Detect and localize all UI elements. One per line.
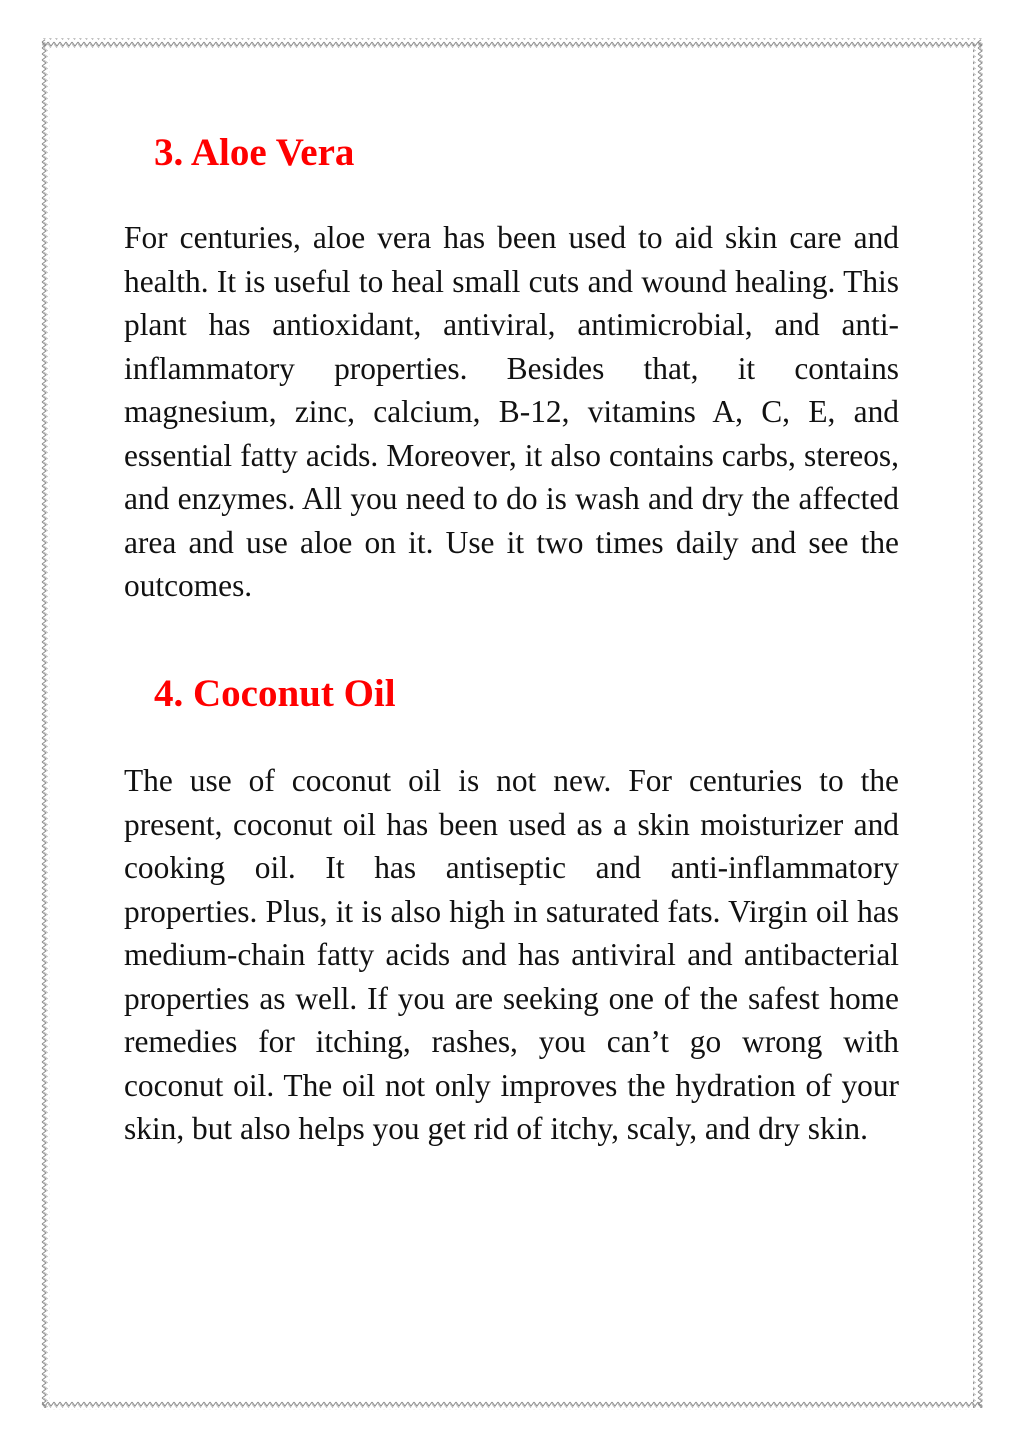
section-body-aloe-vera: For centuries, aloe vera has been used to aid skin care and health. It is useful to heal small cuts and wound healing. This plant has antioxidant, antiviral, antimicrobial, and anti-inflammatory properties. Besides that, it contains magnesium, zinc, calcium, B-12, vitamins A, C, E, and essential fatty acids. Moreover, it also contains carbs, stereos, and enzymes. All you need to do is wash and dry the affected area and use aloe on it. Use it two times daily and see the outcomes. xyxy=(124,220,899,603)
section-body-coconut-oil: The use of coconut oil is not new. For centuries to the present, coconut oil has been used as a skin moisturizer and cooking oil. It has antiseptic and anti-inflammatory properties. Plus, it is also high in saturated fats. Virgin oil has medium-chain fatty acids and has antiviral and antibacterial properties as well. If you are seeking one of the safest home remedies for itching, rashes, you can’t go wrong with coconut oil. The oil not only improves the hydration of your skin, but also helps you get rid of itchy, scaly, and dry skin. xyxy=(124,763,899,1146)
section-heading-coconut-oil: 4. Coconut Oil xyxy=(154,672,396,715)
section-heading-aloe-vera: 3. Aloe Vera xyxy=(154,131,355,174)
